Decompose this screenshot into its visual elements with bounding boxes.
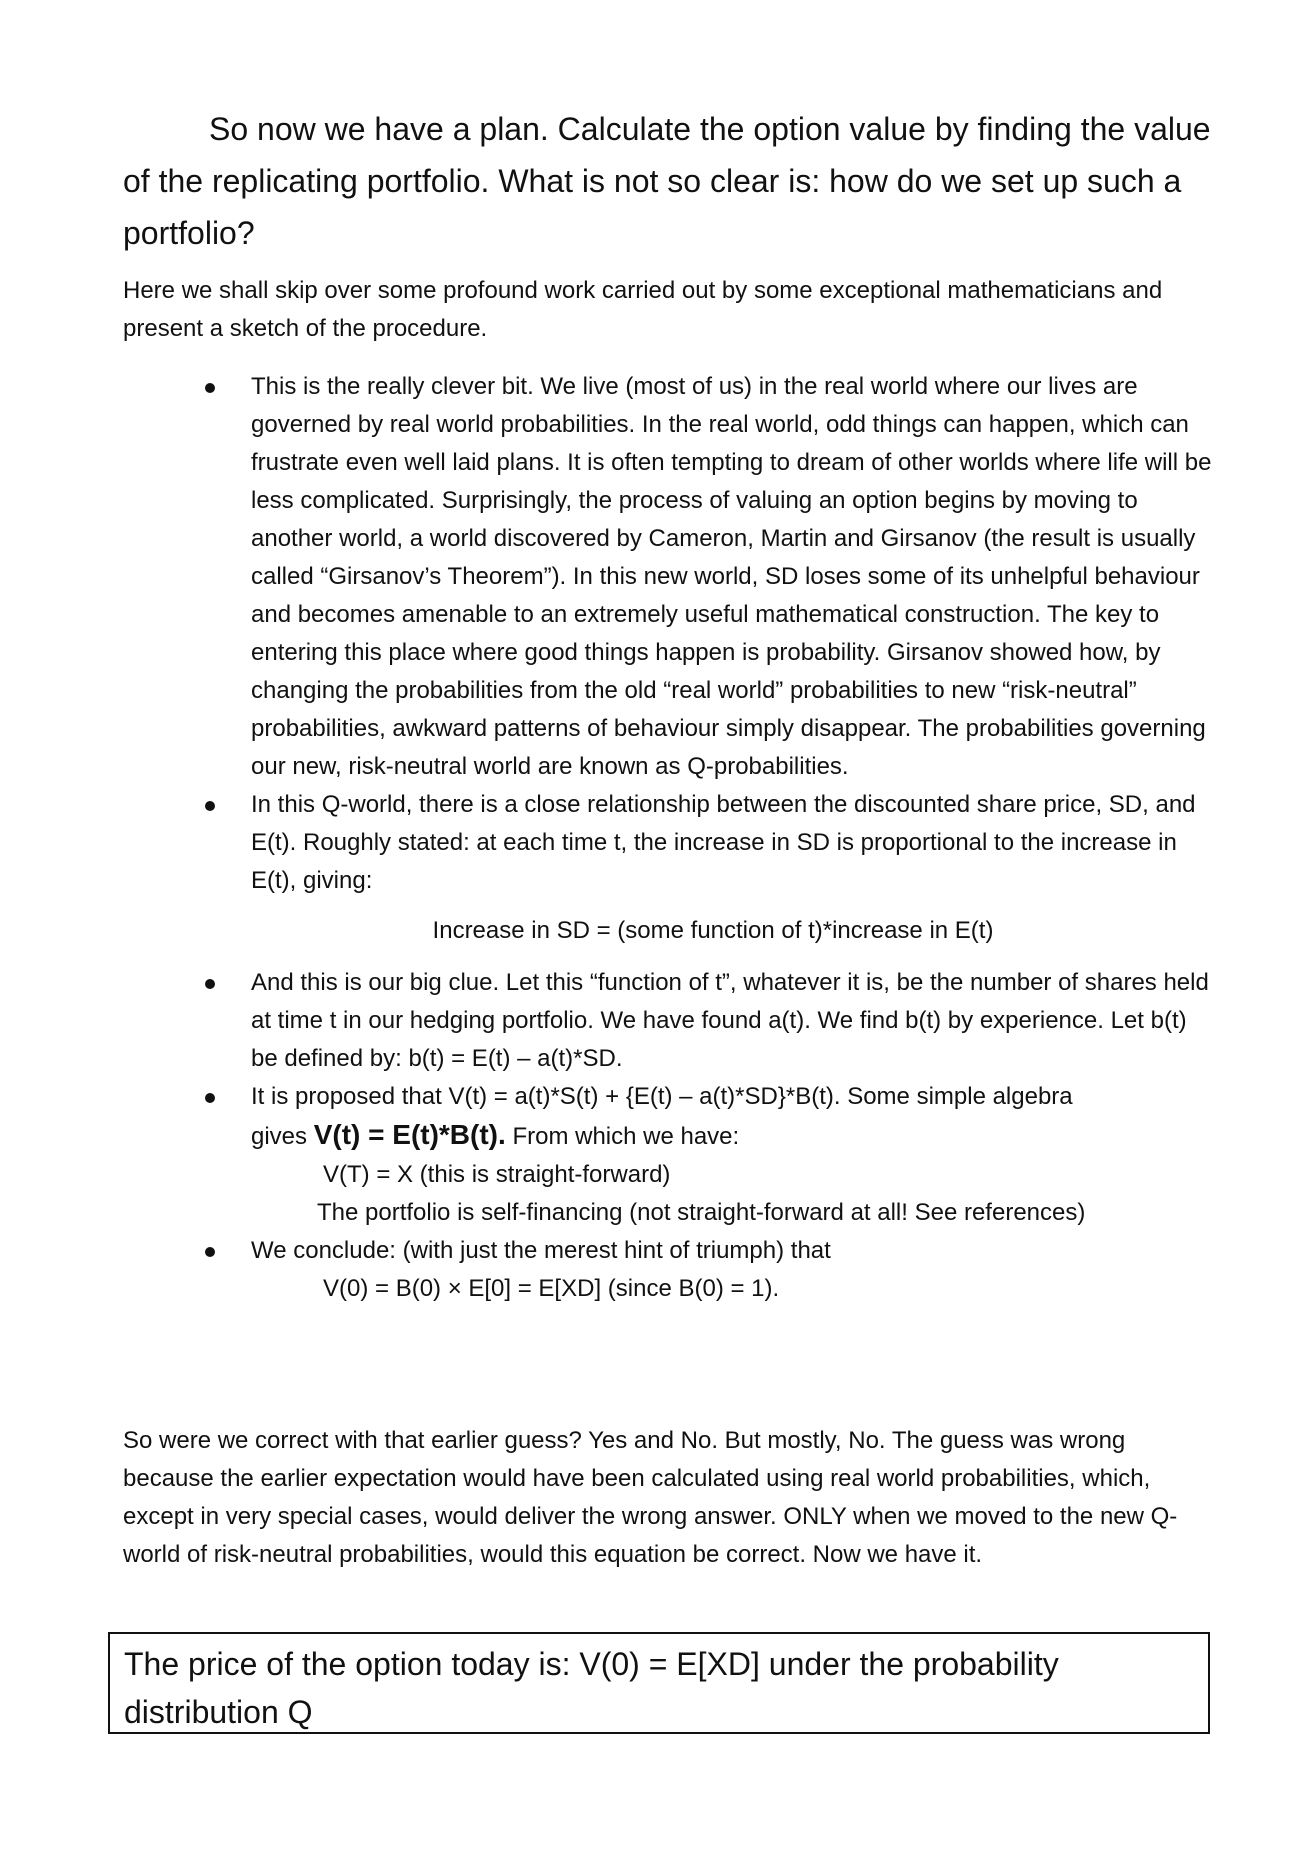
from-which-text: From which we have: <box>512 1123 740 1150</box>
bullet-text: It is proposed that V(t) = a(t)*S(t) + {E(t) – a(t)*SD}*B(t). Some simple algebra <box>251 1083 1073 1110</box>
bullet-list <box>205 368 1215 1308</box>
bullet-item-big-clue <box>205 964 1215 1078</box>
self-financing-line: The portfolio is self-financing (not straight-forward at all! See references) <box>317 1199 1086 1226</box>
bullet-item-proposal <box>205 1078 1215 1232</box>
bullet-item-conclusion <box>205 1232 1215 1308</box>
increase-formula: Increase in SD = (some function of t)*increase in E(t) <box>432 917 994 944</box>
bullet-icon <box>205 1247 215 1257</box>
bullet-item-girsanov <box>205 368 1215 786</box>
bullet-icon <box>205 801 215 811</box>
gives-text: gives <box>251 1123 308 1150</box>
lead-paragraph: Here we shall skip over some profound work carried out by some exceptional mathematicians and present a sketch of the procedure. <box>123 277 1163 342</box>
bullet-text: And this is our big clue. Let this “function of t”, whatever it is, be the number of shares held at time t in our hedging portfolio. We have found a(t). We find b(t) by experience. Let b(t) be defined by: b(t) = E(t) – a(t)*SD. <box>251 969 1209 1072</box>
initial-value-line: V(0) = B(0) × E[0] = E[XD] (since B(0) = 1). <box>323 1275 780 1302</box>
bullet-text: This is the really clever bit. We live (most of us) in the real world where our lives are governed by real world probabilities. In the real world, odd things can happen, which can frustrate even well laid plans. It is often tempting to dream of other worlds where life will be less complicated. Surprisingly, the process of valuing an option begins by moving to another world, a world discovered by Cameron, Martin and Girsanov (the result is usually called “Girsanov’s Theorem”). In this new world, SD loses some of its unhelpful behaviour and becomes amenable to an extremely useful mathematical construction. The key to entering this place where good things happen is probability. Girsanov showed how, by changing the probabilities from the old “real world” probabilities to new “risk-neutral” probabilities, awkward patterns of behaviour simply disappear. The probabilities governing our new, risk-neutral world are known as Q-probabilities. <box>251 373 1212 780</box>
option-price-statement: The price of the option today is: V(0) = E[XD] under the probability distribution Q <box>124 1646 1059 1730</box>
option-price-box <box>108 1632 1210 1734</box>
bullet-icon <box>205 383 215 393</box>
bullet-text: In this Q-world, there is a close relationship between the discounted share price, SD, and E(t). Roughly stated: at each time t, the increase in SD is proportional to the increase in E(t), giving: <box>251 791 1196 894</box>
bullet-text: We conclude: (with just the merest hint of triumph) that <box>251 1237 831 1264</box>
bullet-icon <box>205 1093 215 1103</box>
intro-paragraph: So now we have a plan. Calculate the option value by finding the value of the replicating portfolio. What is not so clear is: how do we set up such a portfolio? <box>123 111 1211 251</box>
value-equation: V(t) = E(t)*B(t). <box>313 1119 506 1150</box>
terminal-value-line: V(T) = X (this is straight-forward) <box>323 1161 671 1188</box>
bullet-item-q-world <box>205 786 1215 950</box>
bullet-icon <box>205 979 215 989</box>
outro-paragraph: So were we correct with that earlier guess? Yes and No. But mostly, No. The guess was wrong because the earlier expectation would have been calculated using real world probabilities, which, except in very special cases, would deliver the wrong answer. ONLY when we moved to the new Q-world of risk-neutral probabilities, would this equation be correct. Now we have it. <box>123 1427 1178 1568</box>
